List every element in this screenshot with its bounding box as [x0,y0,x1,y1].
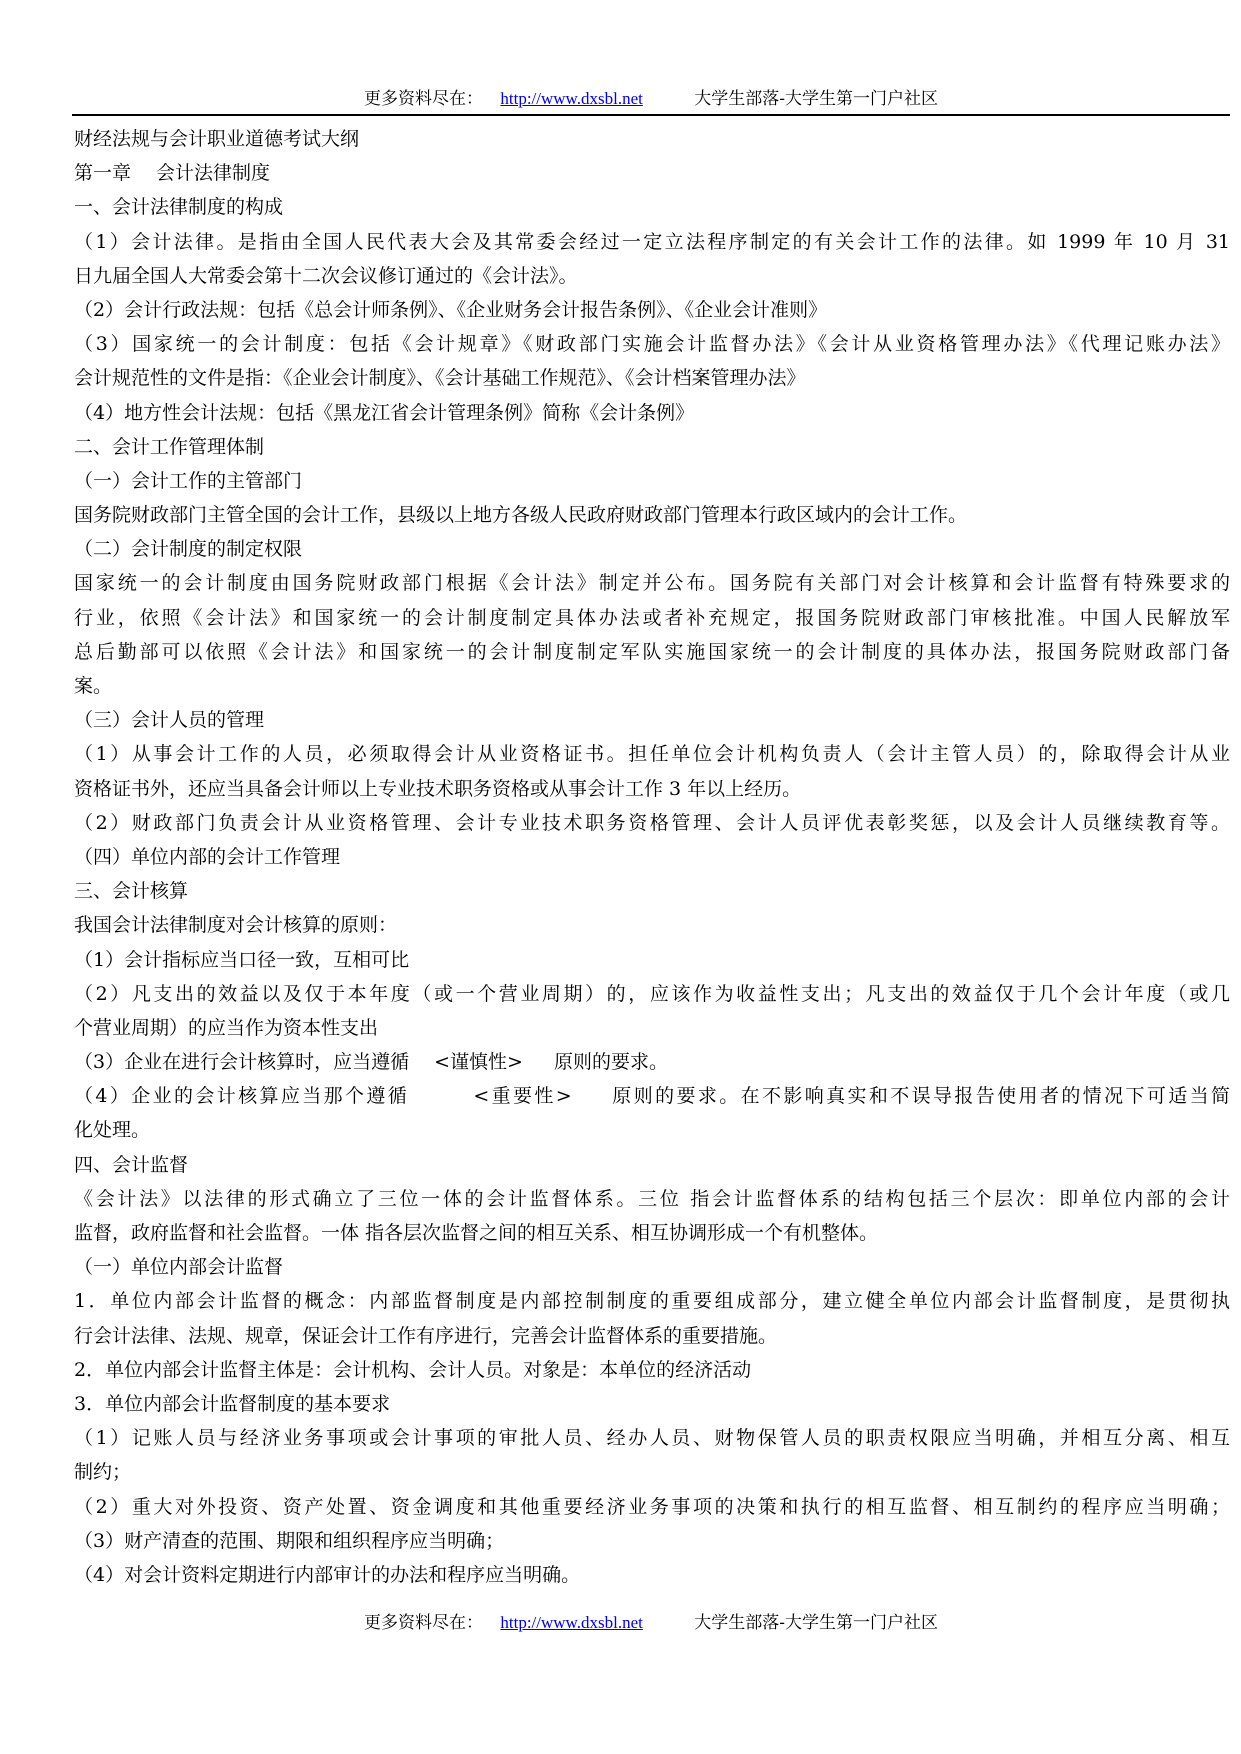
footer-link[interactable]: http://www.dxsbl.net [500,1613,643,1632]
header-prefix: 更多资料尽在： [363,89,483,109]
section-heading: 四、会计监督 [74,1153,189,1176]
paragraph-line: 国家统一的会计制度由国务院财政部门根据《会计法》制定并公布。国务院有关部门对会计核算和会计监督有特殊要求的 [74,572,1230,595]
paragraph-line: 3．单位内部会计监督制度的基本要求 [74,1392,391,1415]
paragraph-line: 案。 [74,675,113,697]
footer-site: 大学生部落-大学生第一门户社区 [694,1613,938,1633]
header-site: 大学生部落-大学生第一门户社区 [694,89,938,109]
paragraph-line: 行会计法律、法规、规章，保证会计工作有序进行，完善会计监督体系的重要措施。 [74,1324,778,1347]
paragraph-line: （2）会计行政法规：包括《总会计师条例》、《企业财务会计报告条例》、《企业会计准则》 [74,298,828,321]
paragraph-line: （4）对会计资料定期进行内部审计的办法和程序应当明确。 [74,1563,581,1586]
paragraph-line: 资格证书外，还应当具备会计师以上专业技术职务资格或从事会计工作 3 年以上经历。 [74,777,802,800]
section-heading: 一、会计法律制度的构成 [74,196,284,219]
paragraph-line: 2．单位内部会计监督主体是：会计机构、会计人员。对象是：本单位的经济活动 [74,1358,752,1381]
paragraph-line: （1）会计法律。是指由全国人民代表大会及其常委会经过一定立法程序制定的有关会计工作的法律。如 1999 年 10 月 31 [74,230,1230,253]
paragraph-line: 日九届全国人大常委会第十二次会议修订通过的《会计法》。 [74,264,578,287]
paragraph-line: 1．单位内部会计监督的概念：内部监督制度是内部控制制度的重要组成部分，建立健全单位内部会计监督制度，是贯彻执 [74,1290,1230,1313]
section-heading: 三、会计核算 [74,880,189,903]
document-title: 财经法规与会计职业道德考试大纲 [74,128,360,150]
paragraph-line: 行业，依照《会计法》和国家统一的会计制度制定具体办法或者补充规定，报国务院财政部门审核批准。中国人民解放军 [74,606,1230,629]
footer-prefix: 更多资料尽在： [363,1613,483,1633]
paragraph-line: （3）国家统一的会计制度：包括《会计规章》《财政部门实施会计监督办法》《会计从业资格管理办法》《代理记账办法》 [74,333,1230,356]
paragraph-line: 我国会计法律制度对会计核算的原则： [74,914,398,937]
paragraph-line: 国务院财政部门主管全国的会计工作，县级以上地方各级人民政府财政部门管理本行政区域内的会计工作。 [74,504,968,527]
paragraph-line: （1）从事会计工作的人员，必须取得会计从业资格证书。担任单位会计机构负责人（会计主管人员）的，除取得会计从业 [74,743,1230,766]
subsection-heading: （四）单位内部的会计工作管理 [74,845,341,868]
document-body [74,122,1230,1592]
paragraph-line: （3）财产清查的范围、期限和组织程序应当明确； [74,1529,505,1552]
paragraph-line: 总后勤部可以依照《会计法》和国家统一的会计制度制定军队实施国家统一的会计制度的具体办法，报国务院财政部门备 [74,640,1230,663]
paragraph-line: （2）凡支出的效益以及仅于本年度（或一个营业周期）的，应该作为收益性支出；凡支出的效益仅于几个会计年度（或几 [74,982,1230,1005]
header-link[interactable]: http://www.dxsbl.net [500,89,643,108]
page-header [72,86,1230,112]
paragraph-line: 会计规范性的文件是指：《企业会计制度》、《会计基础工作规范》、《会计档案管理办法》 [74,367,806,390]
paragraph-line: （4）企业的会计核算应当那个遵循 <重要性> 原则的要求。在不影响真实和不误导报告使用者的情况下可适当简 [74,1085,1230,1108]
subsection-heading: （三）会计人员的管理 [74,709,265,732]
paragraph-line: 监督，政府监督和社会监督。一体 指各层次监督之间的相互关系、相互协调形成一个有机整体。 [74,1222,879,1244]
paragraph-line: （3）企业在进行会计核算时，应当遵循 <谨慎性> 原则的要求。 [74,1051,669,1074]
paragraph-line: （1）会计指标应当口径一致，互相可比 [74,948,410,971]
paragraph-line: （2）财政部门负责会计从业资格管理、会计专业技术职务资格管理、会计人员评优表彰奖惩，以及会计人员继续教育等。 [74,811,1230,834]
paragraph-line: 《会计法》以法律的形式确立了三位一体的会计监督体系。三位 指会计监督体系的结构包括三个层次：即单位内部的会计 [74,1187,1230,1210]
section-heading: 二、会计工作管理体制 [74,435,265,458]
header-divider [72,114,1230,116]
subsection-heading: （一）单位内部会计监督 [74,1256,284,1279]
chapter-heading: 第一章 会计法律制度 [74,162,271,185]
subsection-heading: （二）会计制度的制定权限 [74,538,303,561]
paragraph-line: （2）重大对外投资、资产处置、资金调度和其他重要经济业务事项的决策和执行的相互监督、相互制约的程序应当明确； [74,1495,1230,1518]
subsection-heading: （一）会计工作的主管部门 [74,469,303,492]
paragraph-line: （1）记账人员与经济业务事项或会计事项的审批人员、经办人员、财物保管人员的职责权限应当明确，并相互分离、相互 [74,1427,1230,1450]
paragraph-line: （4）地方性会计法规：包括《黑龙江省会计管理条例》简称《会计条例》 [74,401,695,424]
paragraph-line: 化处理。 [74,1119,151,1142]
page-footer [72,1610,1230,1636]
paragraph-line: 个营业周期）的应当作为资本性支出 [74,1016,379,1039]
paragraph-line: 制约； [74,1461,132,1484]
